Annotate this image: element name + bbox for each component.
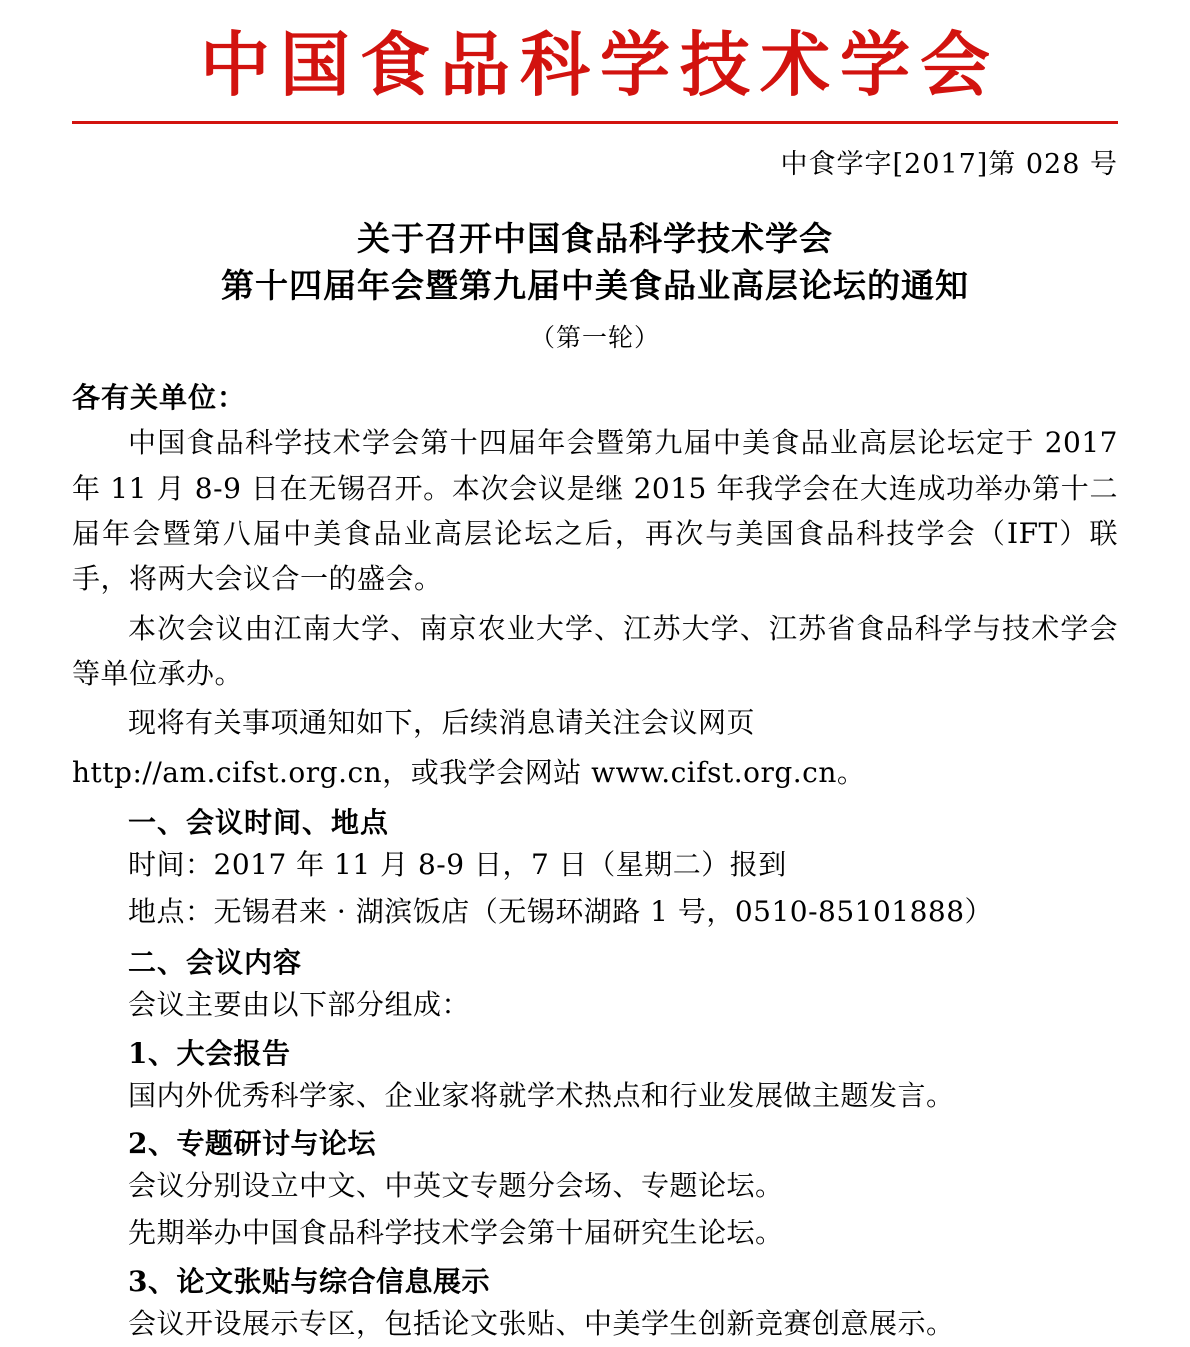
letterhead: [72, 0, 1118, 124]
section-heading-content: 二、会议内容: [128, 945, 303, 979]
content-item-title: 3、论文张贴与综合信息展示: [128, 1264, 490, 1298]
meeting-time-line: 时间：2017 年 11 月 8-9 日，7 日（星期二）报到: [128, 848, 787, 882]
content-item-line: 先期举办中国食品科学技术学会第十届研究生论坛。: [128, 1216, 784, 1250]
page-title-line-1: 关于召开中国食品科学技术学会: [357, 218, 833, 258]
body-paragraph: 本次会议由江南大学、南京农业大学、江苏大学、江苏省食品科学与技术学会等单位承办。: [72, 611, 1118, 691]
body-paragraph: 中国食品科学技术学会第十四届年会暨第九届中美食品业高层论坛定于 2017 年 11 月 8-9 日在无锡召开。本次会议是继 2015 年我学会在大连成功举办第十二届年会暨第八届中美食品业高层论坛之后，再次与美国食品科技学会（IFT）联手，将两大会议合一的盛会。: [72, 426, 1118, 596]
letterhead-organization-name: 中国食品科学技术学会: [200, 23, 1000, 106]
content-item-line: 国内外优秀科学家、企业家将就学术热点和行业发展做主题发言。: [128, 1078, 955, 1112]
content-intro-line: 会议主要由以下部分组成：: [128, 987, 471, 1021]
page-subtitle: （第一轮）: [529, 323, 660, 353]
document-number: 中食学字[2017]第 028 号: [780, 148, 1118, 180]
letterhead-divider: [72, 121, 1118, 124]
section-heading-time-place: 一、会议时间、地点: [128, 806, 390, 840]
content-item-title: 1、大会报告: [128, 1036, 291, 1070]
page-title-line-2: 第十四届年会暨第九届中美食品业高层论坛的通知: [221, 266, 969, 306]
salutation: 各有关单位：: [72, 381, 247, 415]
content-item-line: 会议开设展示专区，包括论文张贴、中美学生创新竞赛创意展示。: [128, 1306, 955, 1340]
meeting-venue-line: 地点：无锡君来 · 湖滨饭店（无锡环湖路 1 号，0510-85101888）: [128, 894, 994, 928]
page-title: [72, 215, 1118, 311]
conference-website-line: http://am.cifst.org.cn，或我学会网站 www.cifst.org.cn。: [72, 755, 866, 789]
body-paragraph: 现将有关事项通知如下，后续消息请关注会议网页: [128, 706, 756, 740]
content-item-line: 会议分别设立中文、中英文专题分会场、专题论坛。: [128, 1169, 784, 1203]
content-item-title: 2、专题研讨与论坛: [128, 1127, 376, 1161]
